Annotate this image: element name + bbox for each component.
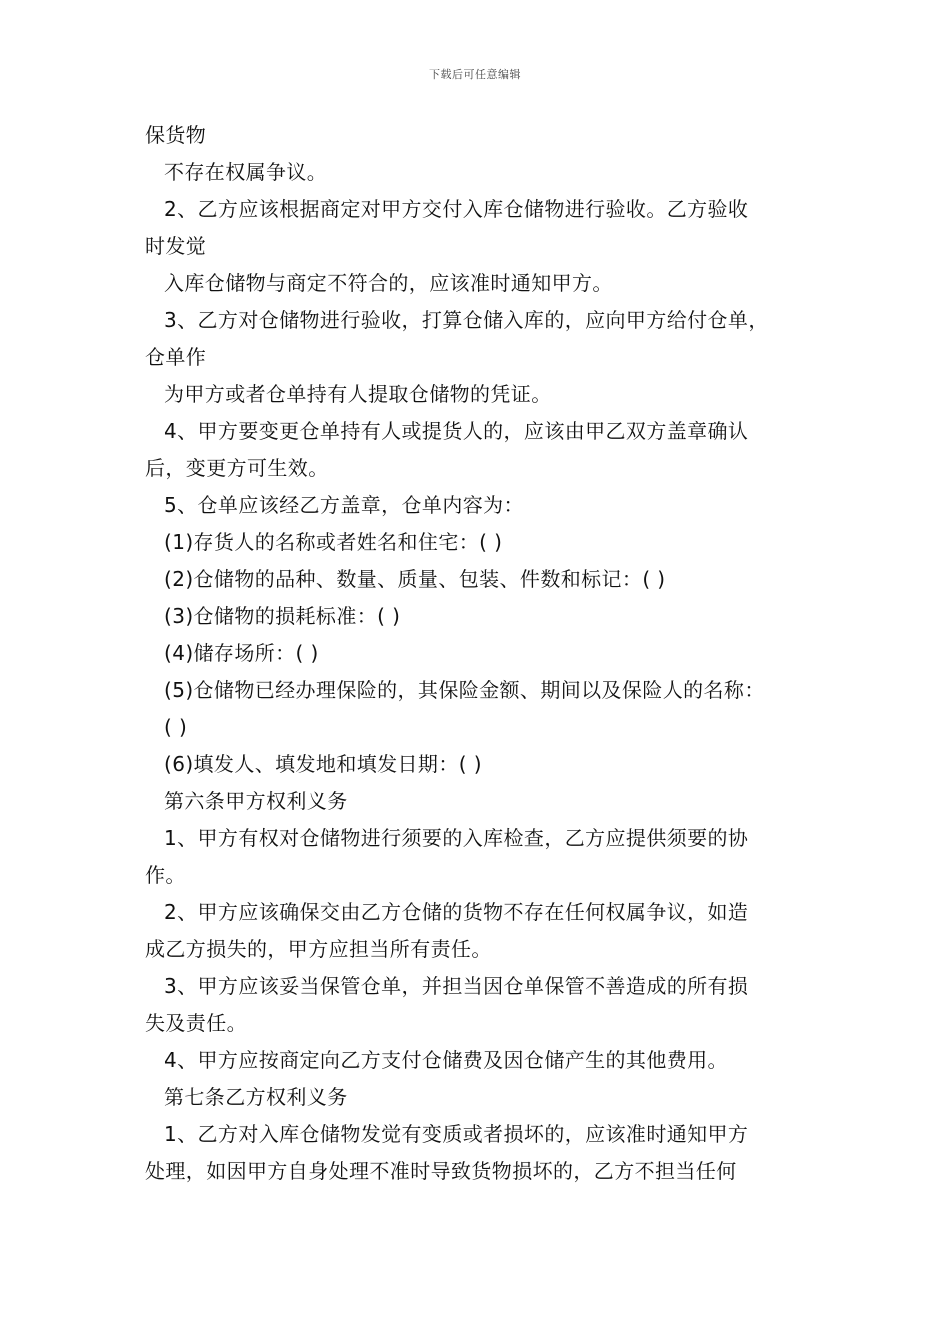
text-line: 作。 — [145, 863, 186, 887]
text-line: 4、甲方应按商定向乙方支付仓储费及因仓储产生的其他费用。 — [164, 1048, 728, 1072]
text-line: (4)储存场所：( ) — [164, 641, 319, 665]
text-line: 处理，如因甲方自身处理不准时导致货物损坏的，乙方不担当任何 — [145, 1159, 737, 1183]
document-body — [145, 117, 825, 1190]
text-line: 不存在权属争议。 — [164, 160, 328, 184]
text-line: 2、甲方应该确保交由乙方仓储的货物不存在任何权属争议，如造 — [164, 900, 749, 924]
text-line: 1、甲方有权对仓储物进行须要的入库检查，乙方应提供须要的协 — [164, 826, 749, 850]
text-line: 第六条甲方权利义务 — [164, 789, 348, 813]
text-line: 失及责任。 — [145, 1011, 247, 1035]
text-line: 3、乙方对仓储物进行验收，打算仓储入库的，应向甲方给付仓单， — [164, 308, 769, 332]
text-line: 入库仓储物与商定不符合的，应该准时通知甲方。 — [164, 271, 613, 295]
text-line: (1)存货人的名称或者姓名和住宅：( ) — [164, 530, 503, 554]
text-line: 仓单作 — [145, 345, 207, 369]
text-line: (2)仓储物的品种、数量、质量、包装、件数和标记：( ) — [164, 567, 666, 591]
text-line: (5)仓储物已经办理保险的，其保险金额、期间以及保险人的名称： — [164, 678, 765, 702]
text-line: (6)填发人、填发地和填发日期：( ) — [164, 752, 482, 776]
text-line: 1、乙方对入库仓储物发觉有变质或者损坏的，应该准时通知甲方 — [164, 1122, 749, 1146]
text-line: 成乙方损失的，甲方应担当所有责任。 — [145, 937, 492, 961]
text-line: 后，变更方可生效。 — [145, 456, 329, 480]
page-header: 下载后可任意编辑 — [429, 68, 521, 81]
text-line: ( ) — [164, 715, 188, 739]
text-line: 第七条乙方权利义务 — [164, 1085, 348, 1109]
text-line: 3、甲方应该妥当保管仓单，并担当因仓单保管不善造成的所有损 — [164, 974, 749, 998]
text-line: 5、仓单应该经乙方盖章，仓单内容为： — [164, 493, 524, 517]
text-line: 时发觉 — [145, 234, 207, 258]
text-line: 为甲方或者仓单持有人提取仓储物的凭证。 — [164, 382, 552, 406]
text-line: 保货物 — [145, 123, 207, 147]
text-line: (3)仓储物的损耗标准：( ) — [164, 604, 401, 628]
text-line: 4、甲方要变更仓单持有人或提货人的，应该由甲乙双方盖章确认 — [164, 419, 749, 443]
text-line: 2、乙方应该根据商定对甲方交付入库仓储物进行验收。乙方验收 — [164, 197, 749, 221]
